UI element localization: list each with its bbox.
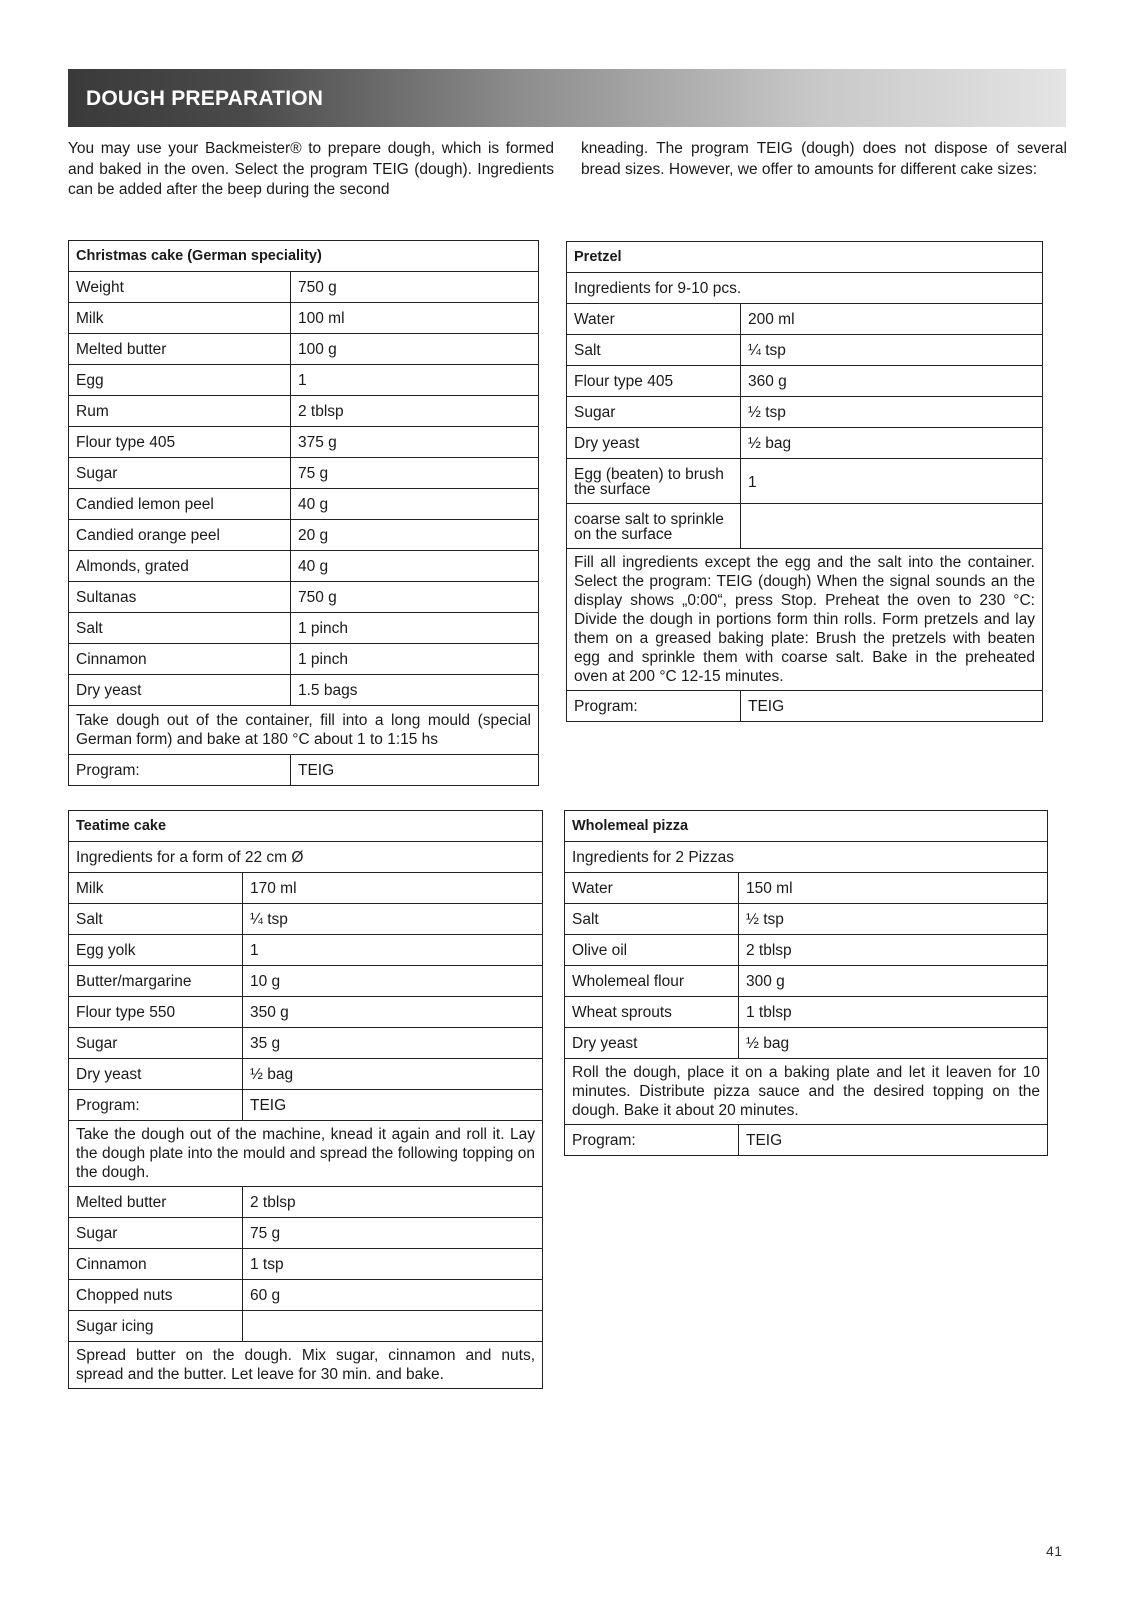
ingredient-amount: 1 — [243, 935, 543, 966]
ingredient-name: Water — [565, 873, 739, 904]
ingredient-name: Flour type 405 — [69, 427, 291, 458]
ingredient-row — [565, 935, 1048, 966]
ingredient-amount: 75 g — [291, 458, 539, 489]
recipe-instructions: Take dough out of the container, fill into a long mould (special German form) and bake at 180 °C about 1 to 1:15 hs — [69, 706, 539, 755]
ingredient-row — [567, 397, 1043, 428]
ingredient-amount: ½ bag — [243, 1059, 543, 1090]
program-label: Program: — [69, 755, 291, 786]
ingredient-name: Flour type 405 — [567, 366, 741, 397]
ingredient-name: Wholemeal flour — [565, 966, 739, 997]
ingredient-name: Sugar icing — [69, 1311, 243, 1342]
ingredient-name: Dry yeast — [567, 428, 741, 459]
ingredient-row — [69, 997, 543, 1028]
ingredient-name: coarse salt to sprinkle on the surface — [567, 504, 741, 549]
program-value: TEIG — [739, 1125, 1048, 1156]
ingredient-amount: ½ bag — [741, 428, 1043, 459]
ingredient-amount: TEIG — [243, 1090, 543, 1121]
ingredient-name: Cinnamon — [69, 644, 291, 675]
ingredient-name: Salt — [567, 335, 741, 366]
ingredient-row — [69, 551, 539, 582]
ingredient-amount — [243, 1311, 543, 1342]
ingredient-row — [69, 489, 539, 520]
ingredient-name: Wheat sprouts — [565, 997, 739, 1028]
ingredient-row — [69, 1090, 543, 1121]
ingredient-amount: ½ tsp — [739, 904, 1048, 935]
ingredient-amount: 750 g — [291, 582, 539, 613]
ingredient-name: Egg yolk — [69, 935, 243, 966]
ingredient-amount: 360 g — [741, 366, 1043, 397]
ingredient-name: Program: — [69, 1090, 243, 1121]
ingredient-row — [69, 334, 539, 365]
program-value: TEIG — [741, 691, 1043, 722]
recipe-subtitle: Ingredients for a form of 22 cm Ø — [69, 842, 543, 873]
recipe-title: Christmas cake (German speciality) — [69, 241, 539, 272]
ingredient-name: Melted butter — [69, 334, 291, 365]
ingredient-name: Milk — [69, 303, 291, 334]
ingredient-row — [69, 613, 539, 644]
ingredient-row — [567, 459, 1043, 504]
ingredient-row — [69, 582, 539, 613]
ingredient-row — [69, 520, 539, 551]
ingredient-row — [69, 272, 539, 303]
ingredient-row — [69, 935, 543, 966]
ingredient-name: Candied lemon peel — [69, 489, 291, 520]
ingredient-row — [567, 335, 1043, 366]
ingredient-amount: 200 ml — [741, 304, 1043, 335]
ingredient-name: Salt — [565, 904, 739, 935]
recipe-title: Pretzel — [567, 242, 1043, 273]
recipe-instructions: Fill all ingredients except the egg and the salt into the container. Select the program: TEIG (dough) When the signal sounds an the display shows „0:00“, press Stop. Preheat the oven to 230 °C: Divide the dough in portions form thin rolls. Form pretzels and lay them on a greased baking plate: Brush the pretzels with beaten egg and sprinkle them with coarse salt. Bake in the preheated oven at 200 °C 12-15 minutes. — [567, 549, 1043, 691]
recipe-instructions: Roll the dough, place it on a baking plate and let it leaven for 10 minutes. Distribute pizza sauce and the desired topping on the dough. Bake it about 20 minutes. — [565, 1059, 1048, 1125]
ingredient-amount: 60 g — [243, 1280, 543, 1311]
ingredient-rows — [565, 873, 1048, 1059]
recipe-final-instructions: Spread butter on the dough. Mix sugar, cinnamon and nuts, spread and the butter. Let leave for 30 min. and bake. — [69, 1342, 543, 1389]
ingredient-row — [69, 1187, 543, 1218]
ingredient-row — [69, 904, 543, 935]
topping-rows — [69, 1187, 543, 1342]
ingredient-name: Cinnamon — [69, 1249, 243, 1280]
ingredient-amount: 1 pinch — [291, 644, 539, 675]
ingredient-rows — [69, 873, 543, 1121]
ingredient-row — [69, 427, 539, 458]
program-label: Program: — [567, 691, 741, 722]
ingredient-amount: 2 tblsp — [243, 1187, 543, 1218]
ingredient-amount: 20 g — [291, 520, 539, 551]
ingredient-amount: 35 g — [243, 1028, 543, 1059]
ingredient-name: Dry yeast — [565, 1028, 739, 1059]
ingredient-name: Flour type 550 — [69, 997, 243, 1028]
ingredient-amount: 170 ml — [243, 873, 543, 904]
ingredient-name: Sugar — [567, 397, 741, 428]
ingredient-row — [69, 1028, 543, 1059]
ingredient-name: Dry yeast — [69, 675, 291, 706]
recipe-subtitle: Ingredients for 9-10 pcs. — [567, 273, 1043, 304]
ingredient-row — [565, 904, 1048, 935]
recipe-instructions: Take the dough out of the machine, knead it again and roll it. Lay the dough plate into the mould and spread the following topping on the dough. — [69, 1121, 543, 1187]
ingredient-amount — [741, 504, 1043, 549]
wholemeal-pizza-table — [564, 810, 1048, 1156]
ingredient-amount: ¼ tsp — [243, 904, 543, 935]
recipe-title: Teatime cake — [69, 811, 543, 842]
ingredient-row — [69, 873, 543, 904]
header-banner — [68, 69, 1066, 127]
ingredient-amount: 350 g — [243, 997, 543, 1028]
ingredient-row — [69, 365, 539, 396]
page-title: DOUGH PREPARATION — [86, 87, 324, 110]
ingredient-row — [565, 1028, 1048, 1059]
ingredient-name: Candied orange peel — [69, 520, 291, 551]
ingredient-row — [69, 396, 539, 427]
ingredient-rows — [69, 272, 539, 706]
ingredient-name: Sugar — [69, 458, 291, 489]
ingredient-row — [69, 1059, 543, 1090]
christmas-cake-table — [68, 240, 539, 786]
ingredient-amount: 1 — [291, 365, 539, 396]
ingredient-row — [69, 966, 543, 997]
ingredient-name: Egg — [69, 365, 291, 396]
ingredient-amount: 40 g — [291, 489, 539, 520]
page-number: 41 — [1046, 1543, 1063, 1559]
ingredient-name: Dry yeast — [69, 1059, 243, 1090]
ingredient-row — [69, 458, 539, 489]
recipe-subtitle: Ingredients for 2 Pizzas — [565, 842, 1048, 873]
ingredient-name: Butter/margarine — [69, 966, 243, 997]
teatime-cake-table — [68, 810, 543, 1389]
ingredient-row — [69, 1218, 543, 1249]
ingredient-amount: 300 g — [739, 966, 1048, 997]
program-label: Program: — [565, 1125, 739, 1156]
ingredient-row — [565, 873, 1048, 904]
ingredient-row — [69, 303, 539, 334]
ingredient-amount: 1 — [741, 459, 1043, 504]
intro-text-right: kneading. The program TEIG (dough) does not dispose of several bread sizes. However, we offer to amounts for different cake sizes: — [581, 140, 1067, 178]
ingredient-name: Egg (beaten) to brush the surface — [567, 459, 741, 504]
ingredient-name: Water — [567, 304, 741, 335]
intro-text-left: You may use your Backmeister® to prepare dough, which is formed and baked in the oven. Select the program TEIG (dough). Ingredients can be added after the beep during the second — [68, 140, 554, 198]
ingredient-row — [69, 1280, 543, 1311]
ingredient-row — [69, 1311, 543, 1342]
ingredient-amount: 750 g — [291, 272, 539, 303]
ingredient-amount: 100 g — [291, 334, 539, 365]
ingredient-amount: ½ tsp — [741, 397, 1043, 428]
ingredient-amount: 1 tsp — [243, 1249, 543, 1280]
ingredient-name: Sultanas — [69, 582, 291, 613]
ingredient-row — [69, 675, 539, 706]
ingredient-name: Almonds, grated — [69, 551, 291, 582]
ingredient-amount: ¼ tsp — [741, 335, 1043, 366]
ingredient-amount: ½ bag — [739, 1028, 1048, 1059]
ingredient-amount: 1 tblsp — [739, 997, 1048, 1028]
ingredient-name: Milk — [69, 873, 243, 904]
ingredient-amount: 1.5 bags — [291, 675, 539, 706]
program-value: TEIG — [291, 755, 539, 786]
ingredient-amount: 100 ml — [291, 303, 539, 334]
ingredient-row — [567, 366, 1043, 397]
ingredient-amount: 150 ml — [739, 873, 1048, 904]
ingredient-amount: 2 tblsp — [739, 935, 1048, 966]
ingredient-name: Sugar — [69, 1028, 243, 1059]
ingredient-amount: 2 tblsp — [291, 396, 539, 427]
ingredient-row — [565, 997, 1048, 1028]
ingredient-row — [567, 428, 1043, 459]
ingredient-amount: 40 g — [291, 551, 539, 582]
ingredient-name: Salt — [69, 613, 291, 644]
ingredient-name: Salt — [69, 904, 243, 935]
ingredient-name: Rum — [69, 396, 291, 427]
ingredient-name: Chopped nuts — [69, 1280, 243, 1311]
ingredient-amount: 10 g — [243, 966, 543, 997]
ingredient-name: Olive oil — [565, 935, 739, 966]
recipe-title: Wholemeal pizza — [565, 811, 1048, 842]
ingredient-row — [69, 644, 539, 675]
ingredient-amount: 1 pinch — [291, 613, 539, 644]
ingredient-amount: 75 g — [243, 1218, 543, 1249]
ingredient-name: Weight — [69, 272, 291, 303]
ingredient-rows — [567, 304, 1043, 549]
ingredient-name: Melted butter — [69, 1187, 243, 1218]
ingredient-row — [567, 504, 1043, 549]
ingredient-amount: 375 g — [291, 427, 539, 458]
ingredient-row — [69, 1249, 543, 1280]
ingredient-name: Sugar — [69, 1218, 243, 1249]
ingredient-row — [567, 304, 1043, 335]
ingredient-row — [565, 966, 1048, 997]
pretzel-table — [566, 241, 1043, 722]
